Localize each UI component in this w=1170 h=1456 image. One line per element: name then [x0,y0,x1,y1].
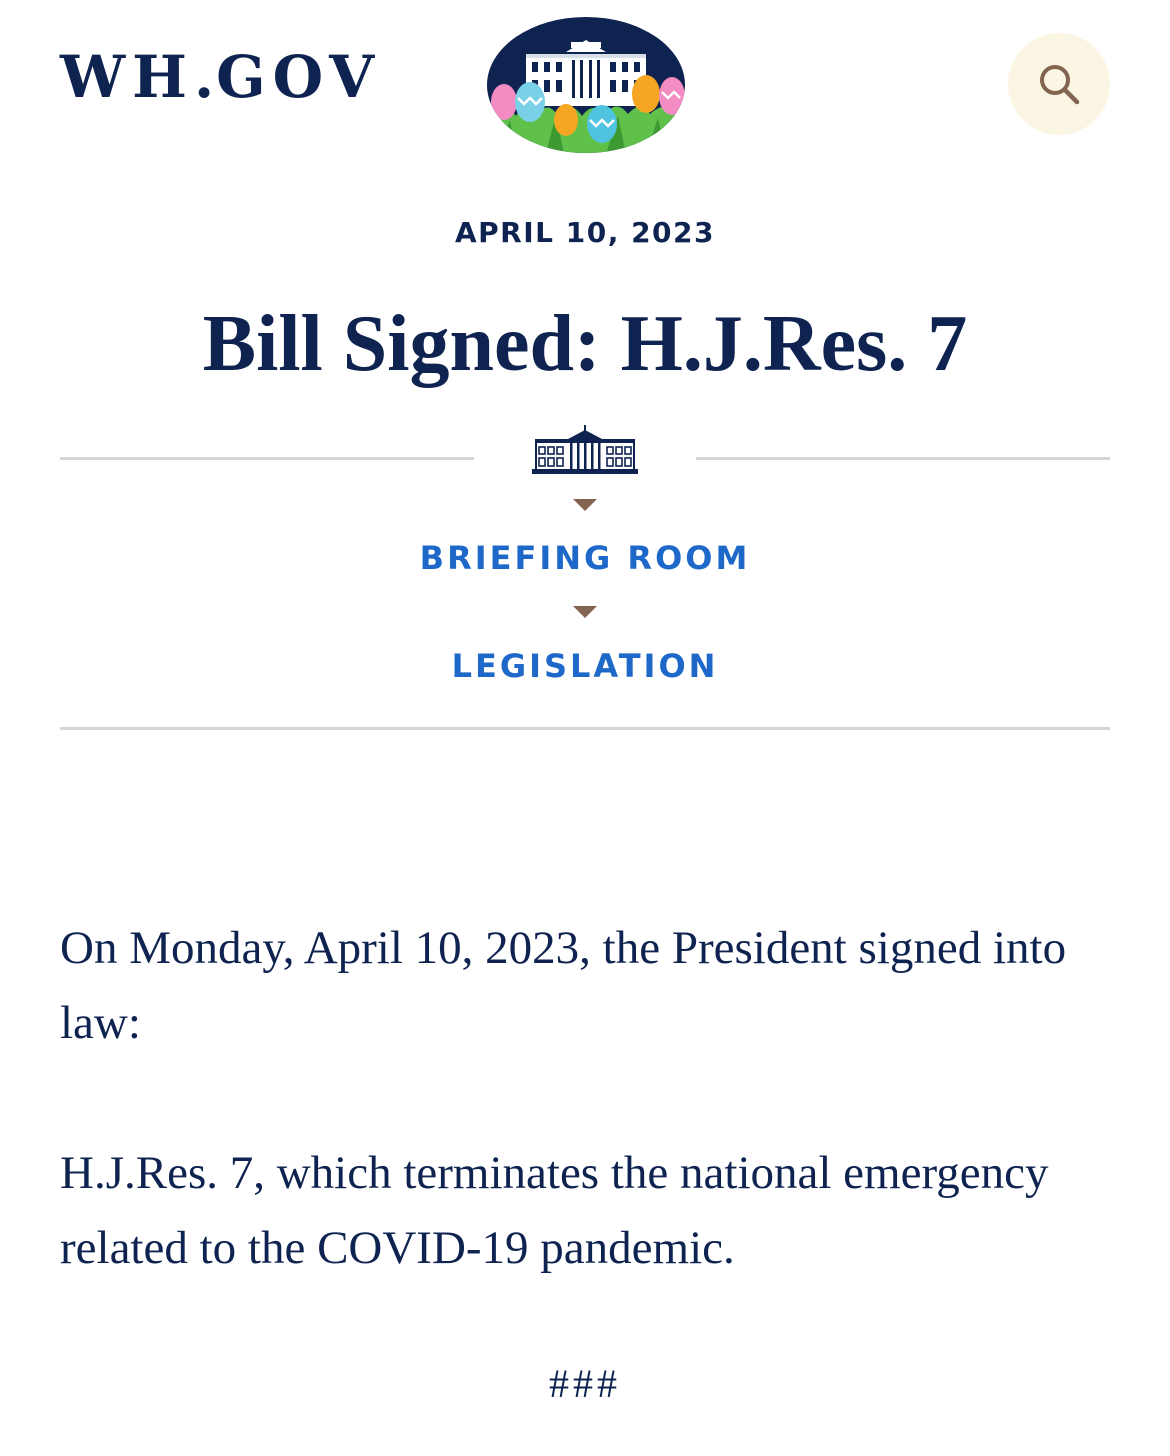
search-button[interactable] [1008,33,1110,135]
divider-right [696,457,1110,460]
body-paragraph-bill: H.J.Res. 7, which terminates the national emergency related to the COVID-19 pandemic. [60,1147,1049,1274]
page-title: Bill Signed: H.J.Res. 7 [202,300,968,388]
site-logo-link[interactable] [60,43,382,111]
breadcrumb-caret-icon [573,499,597,511]
white-house-easter-seal-icon[interactable] [486,16,686,154]
divider-bottom [60,727,1110,730]
logo-text-main: WH [60,43,194,111]
end-mark: ### [549,1361,621,1406]
body-paragraph-intro: On Monday, April 10, 2023, the President signed into law: [60,922,1067,1049]
logo-text-dot: . [193,43,217,111]
breadcrumb-legislation[interactable]: LEGISLATION [451,647,719,685]
white-house-icon [532,425,638,475]
divider-left [60,457,474,460]
breadcrumb-briefing-room[interactable]: BRIEFING ROOM [419,539,751,577]
search-icon [1037,62,1081,106]
article-date: APRIL 10, 2023 [454,216,716,249]
logo-text-tld: GOV [216,43,382,111]
breadcrumb-caret-icon [573,606,597,618]
